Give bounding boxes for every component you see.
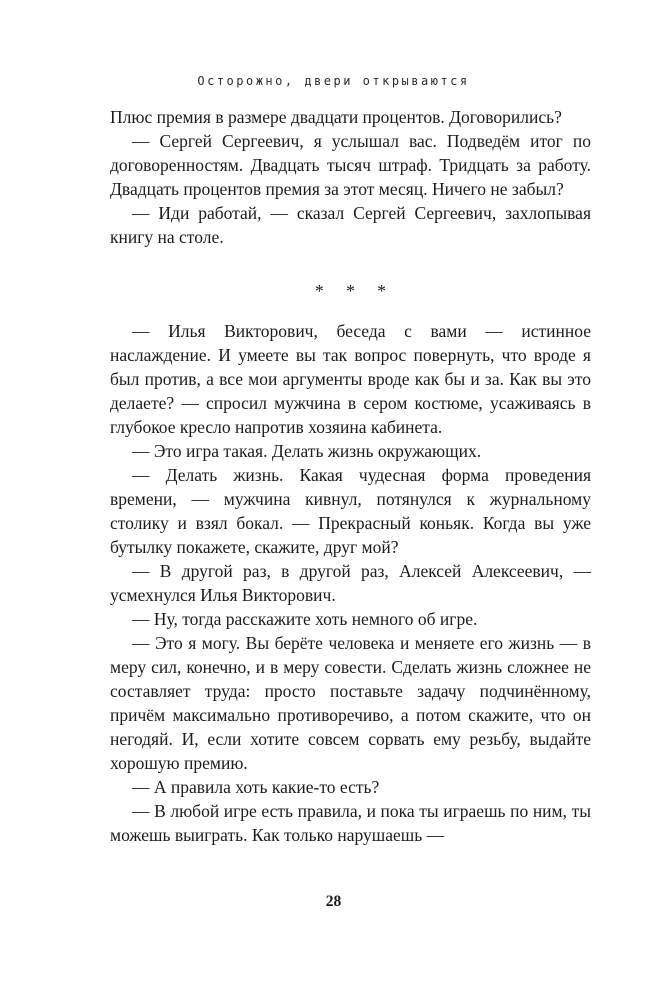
paragraph: — Сергей Сергеевич, я услышал вас. Подведём итог по договоренностям. Двадцать тысяч штраф. Тридцать за работу. Двадцать процентов премия за этот месяц. Ничего не забыл?: [110, 131, 591, 199]
paragraph: — Ну, тогда расскажите хоть немного об игре.: [132, 609, 478, 629]
running-header: Осторожно, двери открываются: [197, 74, 470, 88]
page-number: 28: [325, 893, 342, 910]
paragraph: — Иди работай, — сказал Сергей Сергеевич, захлопывая книгу на столе.: [110, 203, 591, 247]
paragraph: — Илья Викторович, беседа с вами — истинное наслаждение. И умеете вы так вопрос повернуть, что вроде я был против, а все мои аргументы вроде как бы и за. Как вы это делаете? — спросил мужчина в сером костюме, усаживаясь в глубокое кресло напротив хозяина кабинета.: [110, 321, 591, 437]
paragraph: — В другой раз, в другой раз, Алексей Алексеевич, — усмехнулся Илья Викторович.: [110, 561, 591, 605]
page-body: [110, 105, 591, 847]
paragraph: — Это я могу. Вы берёте человека и меняете его жизнь — в меру сил, конечно, и в меру совести. Сделать жизнь сложнее не составляет труда: просто поставьте задачу подчинённому, причём максимально противоречиво, а потом скажите, что он негодяй. И, если хотите совсем сорвать ему резьбу, выдайте хорошую премию.: [110, 633, 591, 773]
paragraph: — А правила хоть какие-то есть?: [132, 777, 380, 797]
paragraph: — Делать жизнь. Какая чудесная форма проведения времени, — мужчина кивнул, потянулся к журнальному столику и взял бокал. — Прекрасный коньяк. Когда вы уже бутылку покажете, скажите, друг мой?: [110, 465, 591, 557]
paragraph: — Это игра такая. Делать жизнь окружающих.: [132, 441, 482, 461]
section-separator: * * *: [315, 281, 395, 301]
paragraph: — В любой игре есть правила, и пока ты играешь по ним, ты можешь выиграть. Как только нарушаешь —: [110, 801, 591, 845]
paragraph: Плюс премия в размере двадцати процентов. Договорились?: [110, 107, 562, 127]
